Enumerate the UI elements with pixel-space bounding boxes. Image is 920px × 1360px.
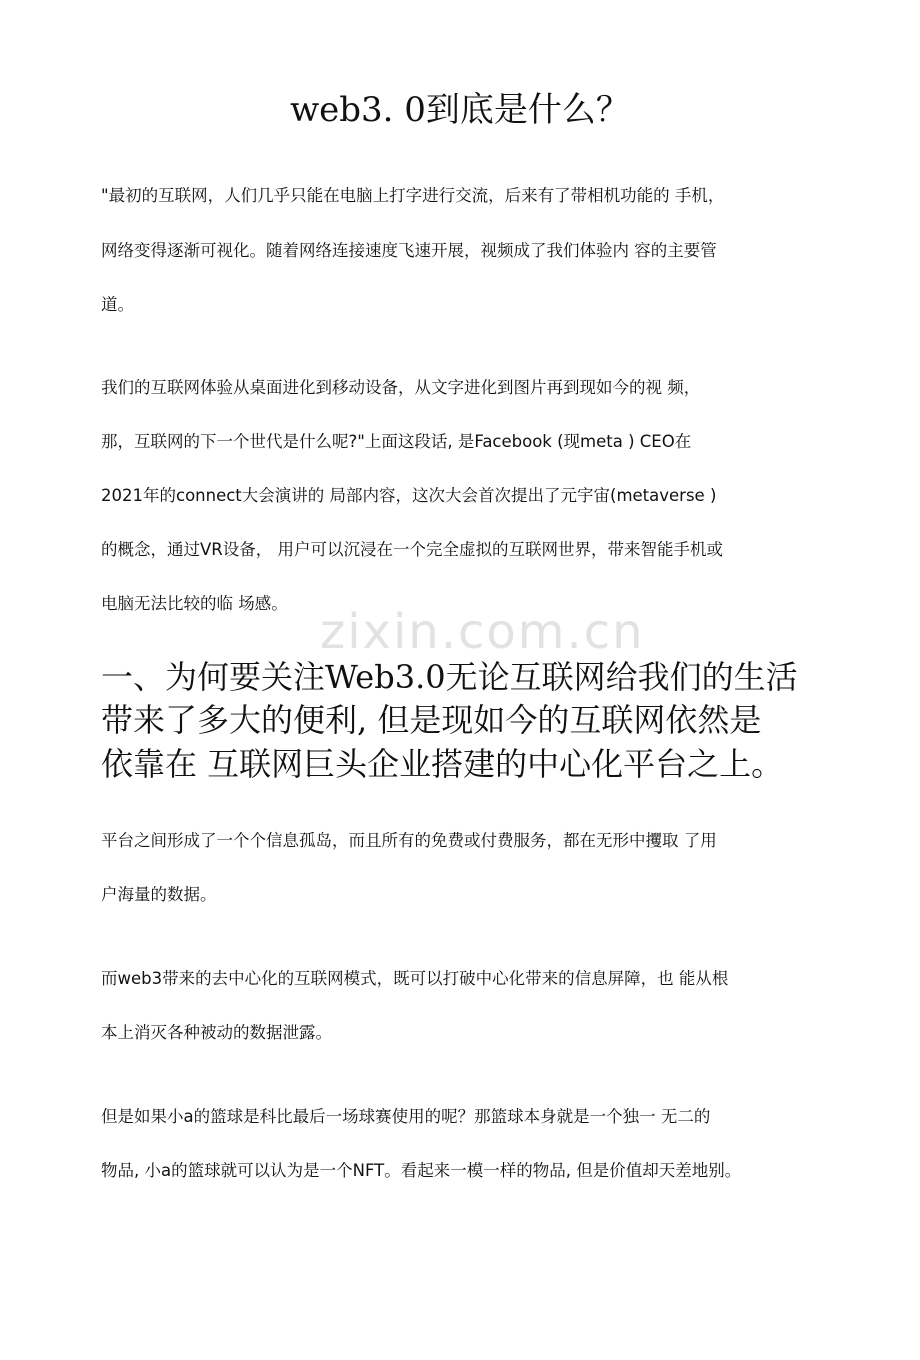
paragraph-line: 道。 <box>101 295 134 314</box>
paragraph-line: "最初的互联网，人们几乎只能在电脑上打字进行交流，后来有了带相机功能的 手机， <box>101 186 725 205</box>
paragraph-line: 物品, 小a的篮球就可以认为是一个NFT。看起来一模一样的物品, 但是价值却天差地别。 <box>101 1161 742 1180</box>
paragraph-line: 2021年的connect大会演讲的 局部内容，这次大会首次提出了元宇宙(metaverse ) <box>101 486 717 505</box>
paragraph-line: 网络变得逐渐可视化。随着网络连接速度飞速开展，视频成了我们体验内 容的主要管 <box>101 241 717 260</box>
heading-line: 一、为何要关注Web3.0无论互联网给我们的生活 <box>101 658 798 696</box>
paragraph-line: 而web3带来的去中心化的互联网模式，既可以打破中心化带来的信息屏障，也 能从根 <box>101 969 729 988</box>
paragraph-line: 户海量的数据。 <box>101 885 217 904</box>
heading-line: 依靠在 互联网巨头企业搭建的中心化平台之上。 <box>101 745 784 783</box>
paragraph-line: 的概念，通过VR设备， 用户可以沉浸在一个完全虚拟的互联网世界，带来智能手机或 <box>101 540 723 559</box>
paragraph-line: 电脑无法比较的临 场感。 <box>101 594 288 613</box>
watermark: zixin.com.cn <box>320 604 645 660</box>
heading-line: 带来了多大的便利, 但是现如今的互联网依然是 <box>101 701 762 739</box>
document-title: web3. 0到底是什么？ <box>290 90 630 130</box>
paragraph-line: 我们的互联网体验从桌面进化到移动设备，从文字进化到图片再到现如今的视 频， <box>101 378 701 397</box>
paragraph-line: 本上消灭各种被动的数据泄露。 <box>101 1023 332 1042</box>
paragraph-line: 但是如果小a的篮球是科比最后一场球赛使用的呢？那篮球本身就是一个独一 无二的 <box>101 1107 711 1126</box>
paragraph-line: 平台之间形成了一个个信息孤岛，而且所有的免费或付费服务，都在无形中攫取 了用 <box>101 831 717 850</box>
paragraph-line: 那，互联网的下一个世代是什么呢?"上面这段话, 是Facebook (现meta ) CEO在 <box>101 432 692 451</box>
